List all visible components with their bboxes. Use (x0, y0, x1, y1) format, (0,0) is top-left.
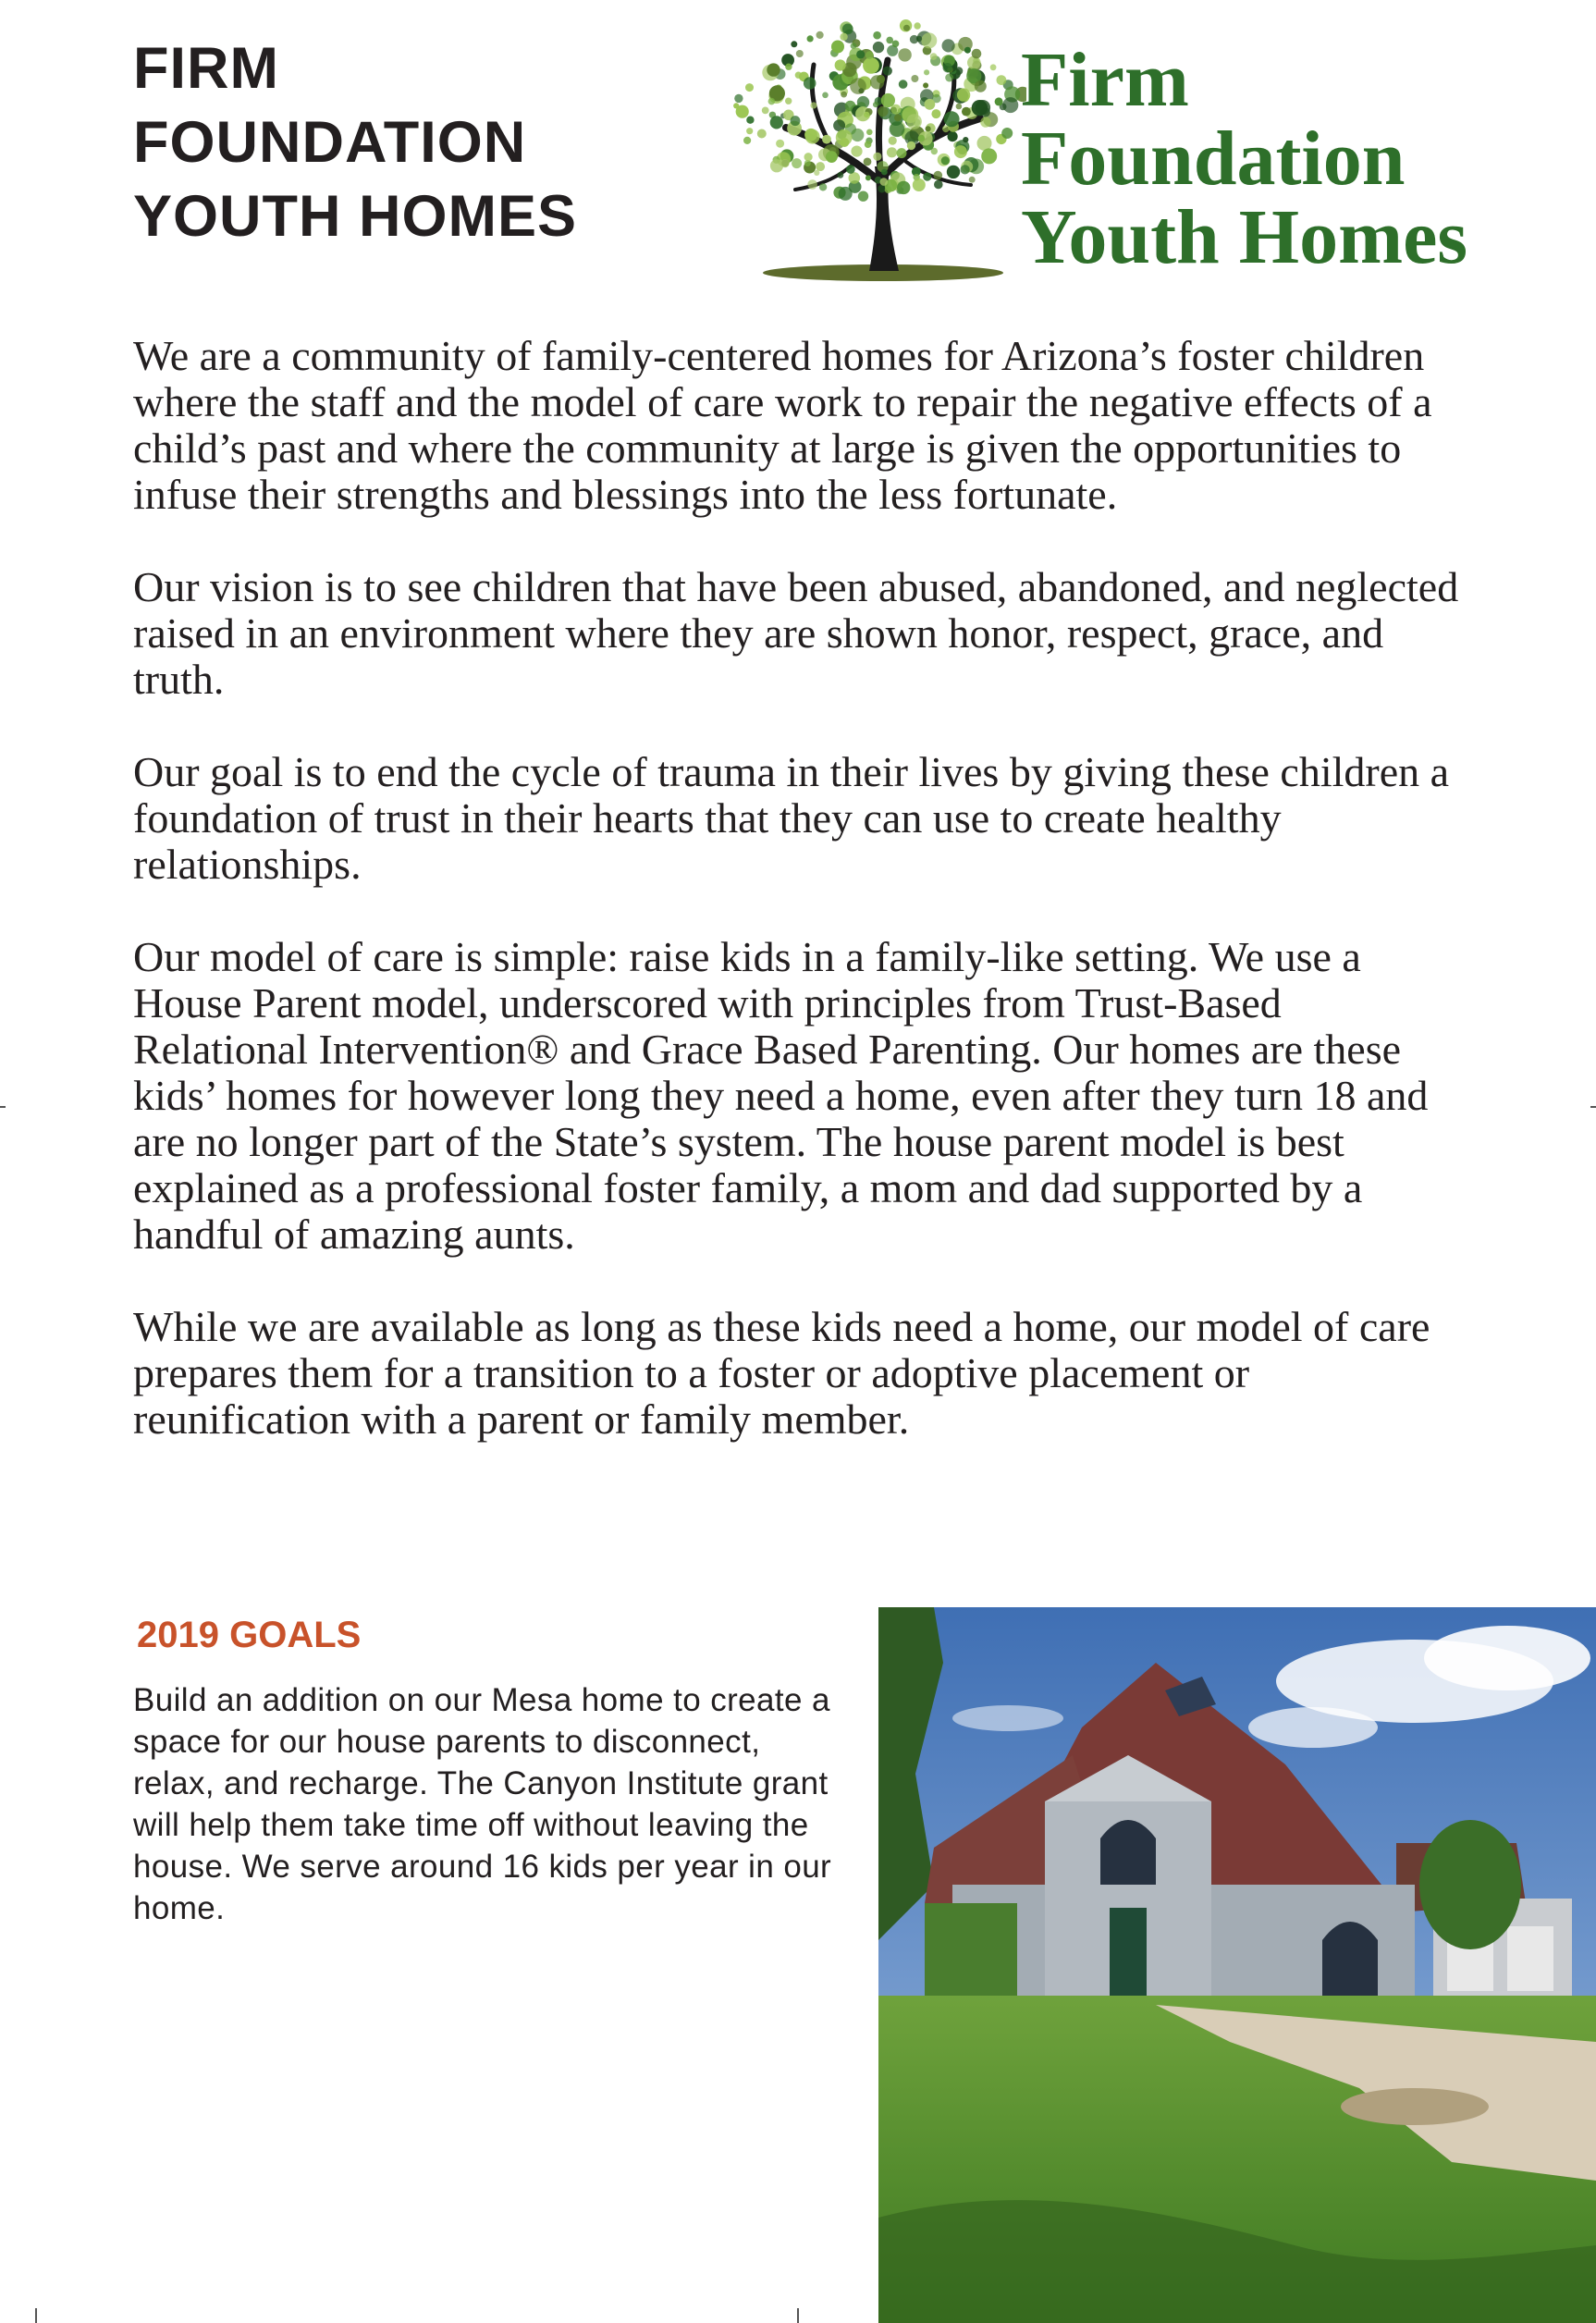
leaf-dot (943, 63, 953, 73)
leaf-dot (822, 92, 829, 99)
leaf-dot (851, 146, 862, 157)
leaf-dot (887, 147, 897, 157)
leaf-dot (810, 102, 816, 108)
leaf-dot (897, 181, 910, 194)
leaf-dot (873, 153, 881, 161)
leaf-dot (914, 22, 920, 29)
leaf-dot (923, 82, 928, 88)
organization-logo (721, 9, 1468, 287)
goals-section (133, 1613, 836, 1929)
crop-mark (1590, 1106, 1596, 1108)
leaf-dot (849, 172, 861, 184)
leaf-dot (969, 177, 976, 183)
leaf-dot (746, 128, 753, 134)
paragraph-transition: While we are available as long as these kids need a home, our model of care prepares them for a transition to a foster or adoptive placement or reunification with a parent or family member. (133, 1303, 1430, 1443)
leaf-dot (980, 117, 990, 127)
paragraph-model-of-care: Our model of care is simple: raise kids in a family-like setting. We use a House Parent model, underscored with principles from Trust-Based Relational Intervention® and Grace Based Parenting. Our homes are these kids’ homes for however long they need a home, even after they turn 18 and are no longer part of the State’s system. The house parent model is best explained as a professional foster family, a mom and dad supported by a handful of amazing aunts. (133, 933, 1429, 1258)
leaf-dot (864, 112, 869, 117)
logo-text-line: Youth Homes (1021, 194, 1468, 280)
leaf-dot (804, 77, 816, 90)
logo-text-line: Firm (1021, 37, 1189, 123)
leaf-dot (819, 183, 827, 191)
leaf-dot (864, 158, 872, 166)
leaf-dot (768, 98, 776, 105)
leaf-dot (921, 32, 937, 48)
leaf-dot (903, 25, 910, 31)
leaf-dot (858, 191, 868, 202)
leaf-dot (822, 135, 831, 144)
leaf-dot (850, 78, 866, 94)
logo-text-line: Foundation (1021, 116, 1406, 202)
leaf-dot (814, 170, 819, 176)
leaf-dot (878, 106, 888, 117)
leaf-dot (881, 169, 888, 176)
title-line: YOUTH HOMES (133, 184, 578, 249)
leaf-dot (816, 162, 825, 171)
leaf-dot (866, 175, 871, 180)
leaf-dot (776, 140, 784, 148)
leaf-dot (770, 159, 783, 172)
title-line: FIRM (133, 36, 279, 101)
leaf-dot (841, 92, 847, 98)
leaf-dot (780, 159, 789, 167)
leaf-dot (886, 37, 893, 44)
leaf-dot (957, 88, 970, 101)
title-line: FOUNDATION (133, 110, 527, 175)
leaf-dot (894, 114, 902, 121)
mission-statement (133, 333, 1465, 1489)
paragraph-vision: Our vision is to see children that have been abused, abandoned, and neglected raised in an environment where they are shown honor, respect, grace, and truth. (133, 563, 1459, 703)
leaf-dot (916, 36, 922, 42)
leaf-dot (913, 178, 926, 191)
paragraph-goal: Our goal is to end the cycle of trauma in their lives by giving these children a foundation of trust in their hearts that they can use to create healthy relationships. (133, 748, 1450, 888)
leaf-dot (792, 158, 802, 168)
leaf-dot (924, 69, 929, 75)
leaf-dot (746, 117, 754, 124)
leaf-dot (804, 129, 817, 141)
leaf-dot (807, 179, 817, 190)
leaf-dot (964, 47, 971, 54)
leaf-dot (873, 102, 878, 107)
leaf-dot (840, 33, 847, 41)
leaf-dot (948, 131, 958, 141)
leaf-dot (762, 107, 769, 115)
leaf-dot (997, 75, 1007, 85)
leaf-dot (923, 173, 931, 181)
logo-wordmark (1021, 37, 1468, 280)
leaf-dot (889, 137, 897, 145)
leaf-dot (846, 165, 855, 174)
leaf-dot (873, 42, 884, 53)
leaf-dot (956, 104, 963, 110)
leaf-dot (926, 126, 931, 131)
leaf-dot (931, 109, 940, 118)
leaf-dot (866, 51, 874, 59)
leaf-dot (930, 53, 938, 60)
leaf-dot (866, 129, 873, 136)
leaf-dot (770, 116, 783, 129)
leaf-dot (944, 111, 960, 127)
leaf-dot (947, 166, 960, 178)
leaf-dot (745, 83, 754, 92)
tree-logo-icon (721, 9, 1026, 287)
leaf-dot (981, 107, 990, 117)
organization-title (133, 31, 688, 253)
leaf-dot (942, 39, 955, 52)
leaf-dot (911, 75, 918, 82)
leaf-dot (954, 145, 967, 158)
leaf-dot (941, 156, 950, 165)
leaf-dot (785, 98, 792, 104)
leaf-dot (870, 75, 884, 89)
leaf-dot (785, 64, 792, 70)
leaf-dot (962, 107, 971, 117)
leaf-dot (925, 99, 936, 110)
leaf-dot (918, 135, 925, 141)
leaf-dot (795, 72, 802, 79)
leaf-dot (975, 80, 987, 92)
crop-mark (35, 2308, 37, 2323)
leaf-dot (990, 64, 997, 70)
leaf-dot (835, 59, 846, 70)
leaf-dot (897, 148, 907, 158)
leaf-dot (838, 172, 844, 178)
leaf-dot (1002, 97, 1018, 113)
goals-description: Build an addition on our Mesa home to create a space for our house parents to disconnect, relax, and recharge. The Canyon Institute grant will help them take time off without leaving the house. We serve around 16 kids per year in our home. (133, 1682, 832, 1926)
leaf-dot (885, 186, 892, 193)
leaf-dot (961, 165, 970, 174)
leaf-dot (791, 41, 797, 47)
leaf-dot (898, 48, 911, 61)
leaf-dot (836, 129, 853, 146)
leaf-dot (733, 103, 739, 108)
leaf-dot (865, 141, 872, 148)
crop-mark (797, 2308, 799, 2323)
leaf-dot (934, 180, 943, 190)
house-photo (878, 1607, 1596, 2323)
leaf-dot (972, 49, 982, 59)
leaf-dot (873, 31, 881, 40)
leaf-dot (757, 129, 767, 139)
leaf-dot (1001, 128, 1013, 139)
leaf-dot (863, 57, 879, 74)
leaf-dot (880, 178, 889, 186)
leaf-dot (890, 122, 905, 138)
paragraph-intro: We are a community of family-centered homes for Arizona’s foster children where the staff and the model of care work to repair the negative effects of a child’s past and where the community at large is given the opportunities to infuse their strengths and blessings into the less fortunate. (133, 332, 1432, 518)
leaf-dot (734, 94, 743, 103)
leaf-dot (851, 129, 864, 141)
leaf-dot (963, 137, 968, 142)
leaf-dot (804, 153, 813, 161)
leaf-dot (906, 114, 922, 129)
leaf-dot (899, 80, 908, 89)
leaf-dot (839, 187, 853, 201)
crop-mark (0, 1106, 6, 1108)
leaf-dot (934, 171, 943, 180)
leaf-dot (816, 31, 824, 39)
leaf-dot (856, 50, 865, 58)
leaf-dot (826, 151, 838, 163)
leaf-dot (743, 137, 751, 144)
leaf-dot (883, 67, 892, 76)
goals-heading: 2019 GOALS (137, 1615, 362, 1655)
leaf-dot (995, 97, 1003, 105)
leaf-dot (907, 141, 915, 150)
leaf-dot (791, 116, 801, 126)
leaf-dot (942, 125, 950, 132)
leaf-dot (831, 41, 844, 54)
leaf-dot (807, 35, 814, 42)
leaf-dot (945, 74, 953, 82)
leaf-dot (767, 63, 780, 76)
leaf-dot (981, 148, 997, 164)
leaf-dot (881, 93, 895, 107)
leaf-dot (842, 24, 853, 35)
leaf-dot (796, 50, 804, 57)
leaf-dot (892, 41, 900, 48)
